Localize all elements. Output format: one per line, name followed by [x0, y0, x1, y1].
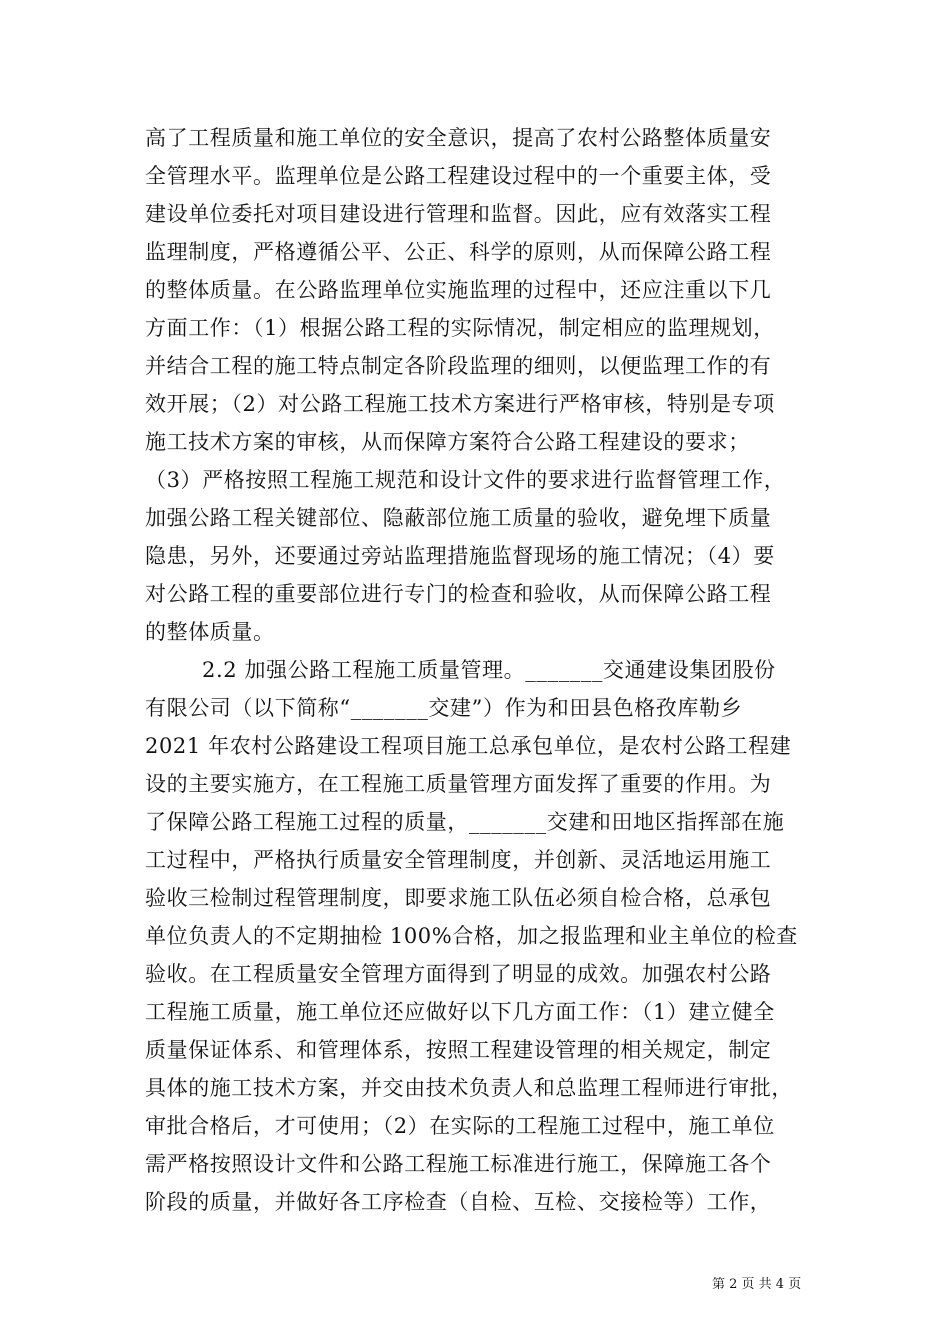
body-text-line: 具体的施工技术方案，并交由技术负责人和总监理工程师进行审批，	[145, 1076, 793, 1100]
body-text-line: 隐患，另外，还要通过旁站监理措施监督现场的施工情况；（4）要	[145, 544, 775, 568]
section-heading-line: 2.2 加强公路工程施工质量管理。_______交通建设集团股份	[202, 658, 776, 682]
body-text-line: 效开展；（2）对公路工程施工技术方案进行严格审核，特别是专项	[145, 392, 775, 416]
body-text-line: 的整体质量。在公路监理单位实施监理的过程中，还应注重以下几	[145, 278, 772, 302]
body-text-line: 全管理水平。监理单位是公路工程建设过程中的一个重要主体，受	[145, 164, 772, 188]
body-text-line: 对公路工程的重要部位进行专门的检查和验收，从而保障公路工程	[145, 582, 772, 606]
body-text-line: 审批合格后，才可使用；（2）在实际的工程施工过程中，施工单位	[145, 1114, 775, 1138]
body-text-line: 质量保证体系、和管理体系，按照工程建设管理的相关规定，制定	[145, 1038, 772, 1062]
body-text-line: 方面工作：（1）根据公路工程的实际情况，制定相应的监理规划，	[145, 316, 775, 340]
body-text-line: 工程施工质量，施工单位还应做好以下几方面工作：（1）建立健全	[145, 1000, 775, 1024]
body-text-line: 工过程中，严格执行质量安全管理制度，并创新、灵活地运用施工	[145, 848, 772, 872]
body-text-line: 施工技术方案的审核，从而保障方案符合公路工程建设的要求；	[145, 430, 750, 454]
body-text-line: 2021 年农村公路建设工程项目施工总承包单位，是农村公路工程建	[145, 734, 792, 758]
page-number-footer: 第 2 页 共 4 页	[712, 1277, 802, 1292]
body-text-line: 监理制度，严格遵循公平、公正、科学的原则，从而保障公路工程	[145, 240, 772, 264]
body-text-line: 的整体质量。	[145, 620, 275, 644]
body-text-line: 高了工程质量和施工单位的安全意识，提高了农村公路整体质量安	[145, 126, 772, 150]
body-text-line: 阶段的质量，并做好各工序检查（自检、互检、交接检等）工作，	[145, 1190, 772, 1214]
body-text-line: 设的主要实施方，在工程施工质量管理方面发挥了重要的作用。为	[145, 772, 772, 796]
body-text-line: 验收。在工程质量安全管理方面得到了明显的成效。加强农村公路	[145, 962, 772, 986]
body-text-line: 建设单位委托对项目建设进行管理和监督。因此，应有效落实工程	[145, 202, 772, 226]
body-text-line: 需严格按照设计文件和公路工程施工标准进行施工，保障施工各个	[145, 1152, 772, 1176]
body-text-line: （3）严格按照工程施工规范和设计文件的要求进行监督管理工作，	[145, 468, 786, 492]
body-text-line: 单位负责人的不定期抽检 100%合格，加之报监理和业主单位的检查	[145, 924, 798, 948]
body-text-line: 了保障公路工程施工过程的质量，_______交建和田地区指挥部在施	[145, 810, 785, 834]
body-text-line: 验收三检制过程管理制度，即要求施工队伍必须自检合格，总承包	[145, 886, 772, 910]
body-text-line: 并结合工程的施工特点制定各阶段监理的细则，以便监理工作的有	[145, 354, 772, 378]
body-text-line: 有限公司（以下简称“_______交建”）作为和田县色格孜库勒乡	[145, 696, 743, 720]
body-text-line: 加强公路工程关键部位、隐蔽部位施工质量的验收，避免埋下质量	[145, 506, 772, 530]
